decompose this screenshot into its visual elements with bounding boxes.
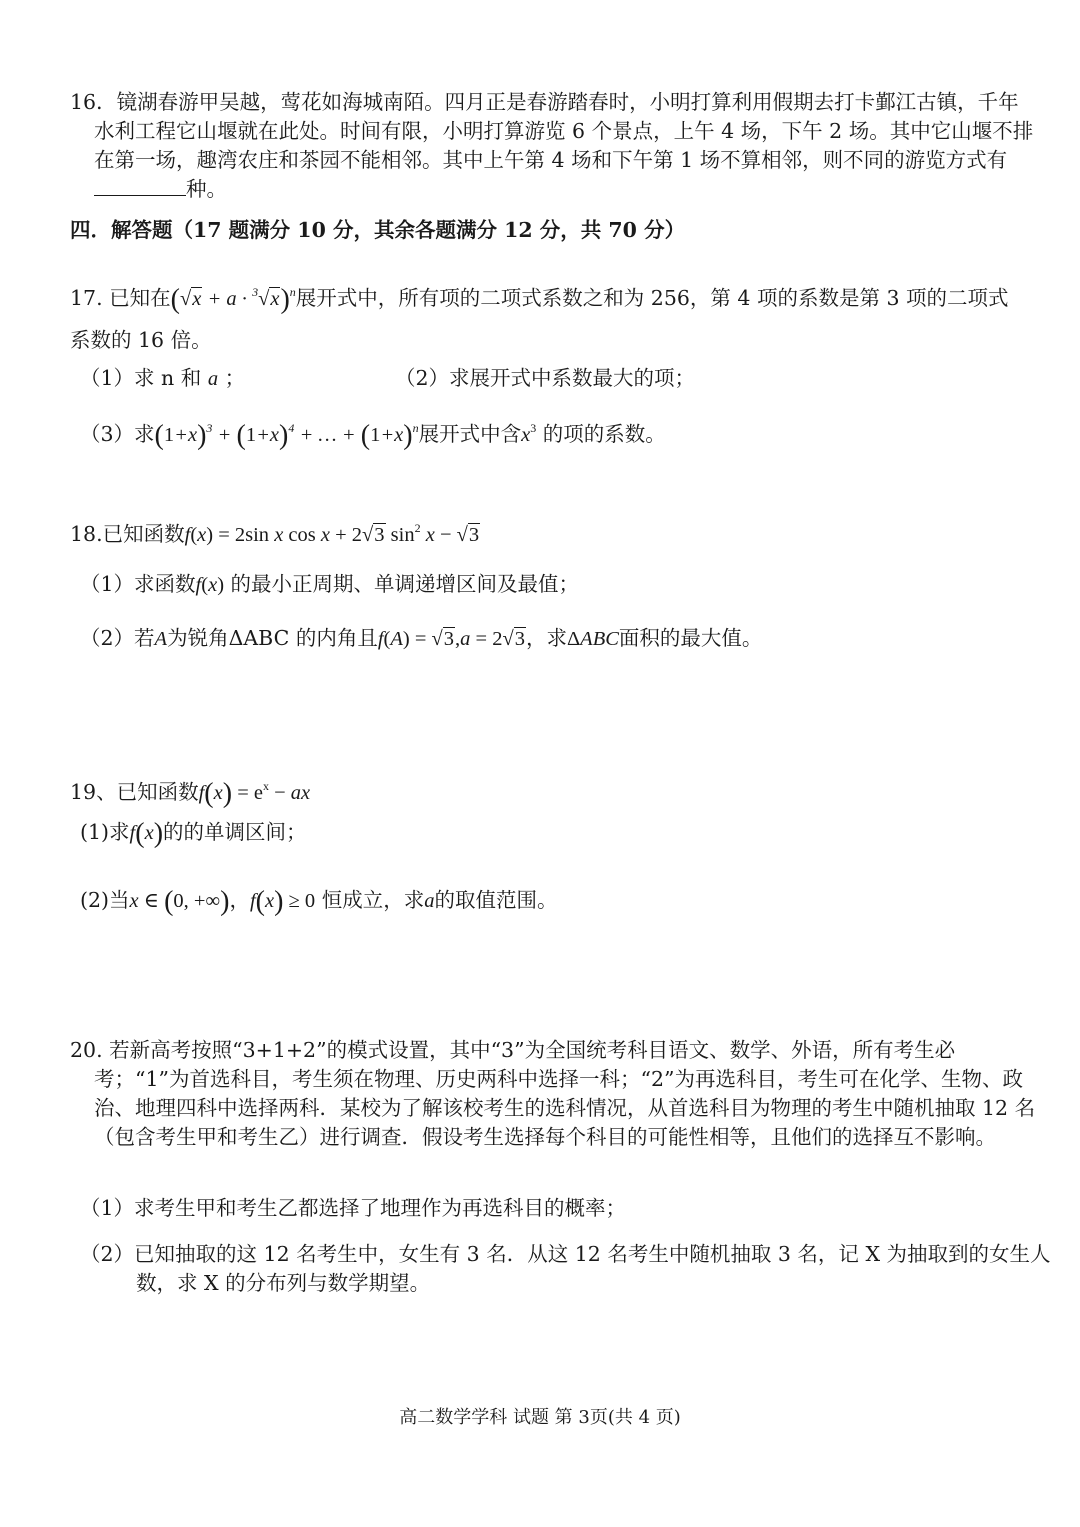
question-17-part3: （3）求$(1+x)^3 + (1+x)^4$ + … + $(1+x)^n$展开式中含$x^3$ 的项的系数。 (80, 420, 666, 451)
question-17 (70, 278, 1015, 360)
question-18: 18.已知函数f(x) = 2sin x cos x + 2√3 $\sin^2 x - √3$ (70, 521, 480, 546)
question-text: 镜湖春游甲吴越，莺花如海城南陌。四月正是春游踏春时，小明打算利用假期去打卡鄞江古镇，千年水利工程它山堰就在此处。时间有限，小明打算游览 6 个景点，上午 4 场，下午 2 场。其中它山堰不排在第一场，趣湾农庄和茶园不能相邻。其中上午第 4 场和下午第 1 场不算相邻，则不同的游览方式有 (94, 90, 1034, 172)
question-18-part2: （2）若A为锐角ΔABC 的内角且f(A) = √3,a = 2√3，求ΔABC面积的最大值。 (80, 626, 763, 650)
page-footer: 高二数学学科 试题 第 3页(共 4 页) (399, 1407, 681, 1428)
question-20-part1: （1）求考生甲和考生乙都选择了地理作为再选科目的概率； (80, 1196, 627, 1220)
question-number: 20. (70, 1038, 103, 1062)
question-number: 19、 (70, 780, 117, 804)
formula-domain: x ∈ (0, +∞) (129, 886, 230, 917)
formula-A: A (154, 628, 168, 650)
question-18-part1: （1）求函数f(x) 的最小正周期、单调递增区间及最值； (80, 572, 580, 596)
formula-sum: $(1+x)^3 + (1+x)^4$ + … + $(1+x)^n$ (154, 420, 419, 451)
question-text: 若新高考按照“3+1+2”的模式设置，其中“3”为全国统考科目语文、数学、外语，所有考生必考；“1”为首选科目，考生须在物理、历史两科中选择一科；“2”为再选科目，考生可在化学、生物、政治、地理四科中选择两科．某校为了解该校考生的选科情况，从首选科目为物理的考生中随机抽取 12 名（包含考生甲和考生乙）进行调查．假设考生选择每个科目的可能性相等，且他们的选择互不影响。 (94, 1038, 1036, 1149)
question-17-part2: （2）求展开式中系数最大的项； (395, 366, 696, 390)
formula-fA: f(A) = √3,a = 2√3 (377, 628, 525, 650)
question-20-part2: （2）已知抽取的这 12 名考生中，女生有 3 名．从这 12 名考生中随机抽取 3 名，记 X 为抽取到的女生人数，求 X 的分布列与数学期望。 (80, 1242, 1051, 1295)
formula-a: a (207, 368, 219, 390)
section-header: 四．解答题（17 题满分 10 分，其余各题满分 12 分，共 70 分） (70, 218, 686, 242)
question-number: 18. (70, 522, 103, 546)
question-number: 17. (70, 286, 103, 310)
formula-function: f(x) = 2sin x cos x + 2√3 $\sin^2 x - √3$ (184, 521, 480, 546)
question-16 (70, 88, 1039, 204)
question-text-cont: 展开式中，所有项的二项式系数之和为 256，第 4 项的系数是第 3 项的二项式系数的 16 倍。 (70, 286, 1009, 352)
formula-inequality: f(x) ≥ 0 (249, 886, 316, 917)
formula-fx: f(x) (129, 818, 164, 849)
question-19-part2: (2)当x ∈ (0, +∞)，f(x) ≥ 0 恒成立，求a的取值范围。 (80, 886, 558, 917)
question-20 (70, 1036, 1039, 1152)
formula-x3: $x^3$ (521, 421, 537, 446)
formula-function: $f(x) = e^x$ − ax (198, 778, 311, 809)
formula-triangle: ΔABC (566, 628, 619, 650)
question-19: 19、已知函数$f(x) = e^x$ − ax (70, 778, 311, 809)
formula-fx: f(x) (195, 574, 225, 596)
question-text-end: 种。 (186, 177, 227, 201)
formula-a: a (424, 890, 435, 912)
question-text: 已知在 (109, 286, 171, 310)
answer-blank (94, 177, 186, 196)
formula-binomial: $(√x + a \cdot ^3√x)^n$ (170, 284, 296, 315)
question-17-part1: （1）求 n 和 a ； (80, 366, 246, 390)
question-19-part1: (1)求f(x)的的单调区间； (80, 818, 307, 849)
question-number: 16． (70, 90, 117, 114)
